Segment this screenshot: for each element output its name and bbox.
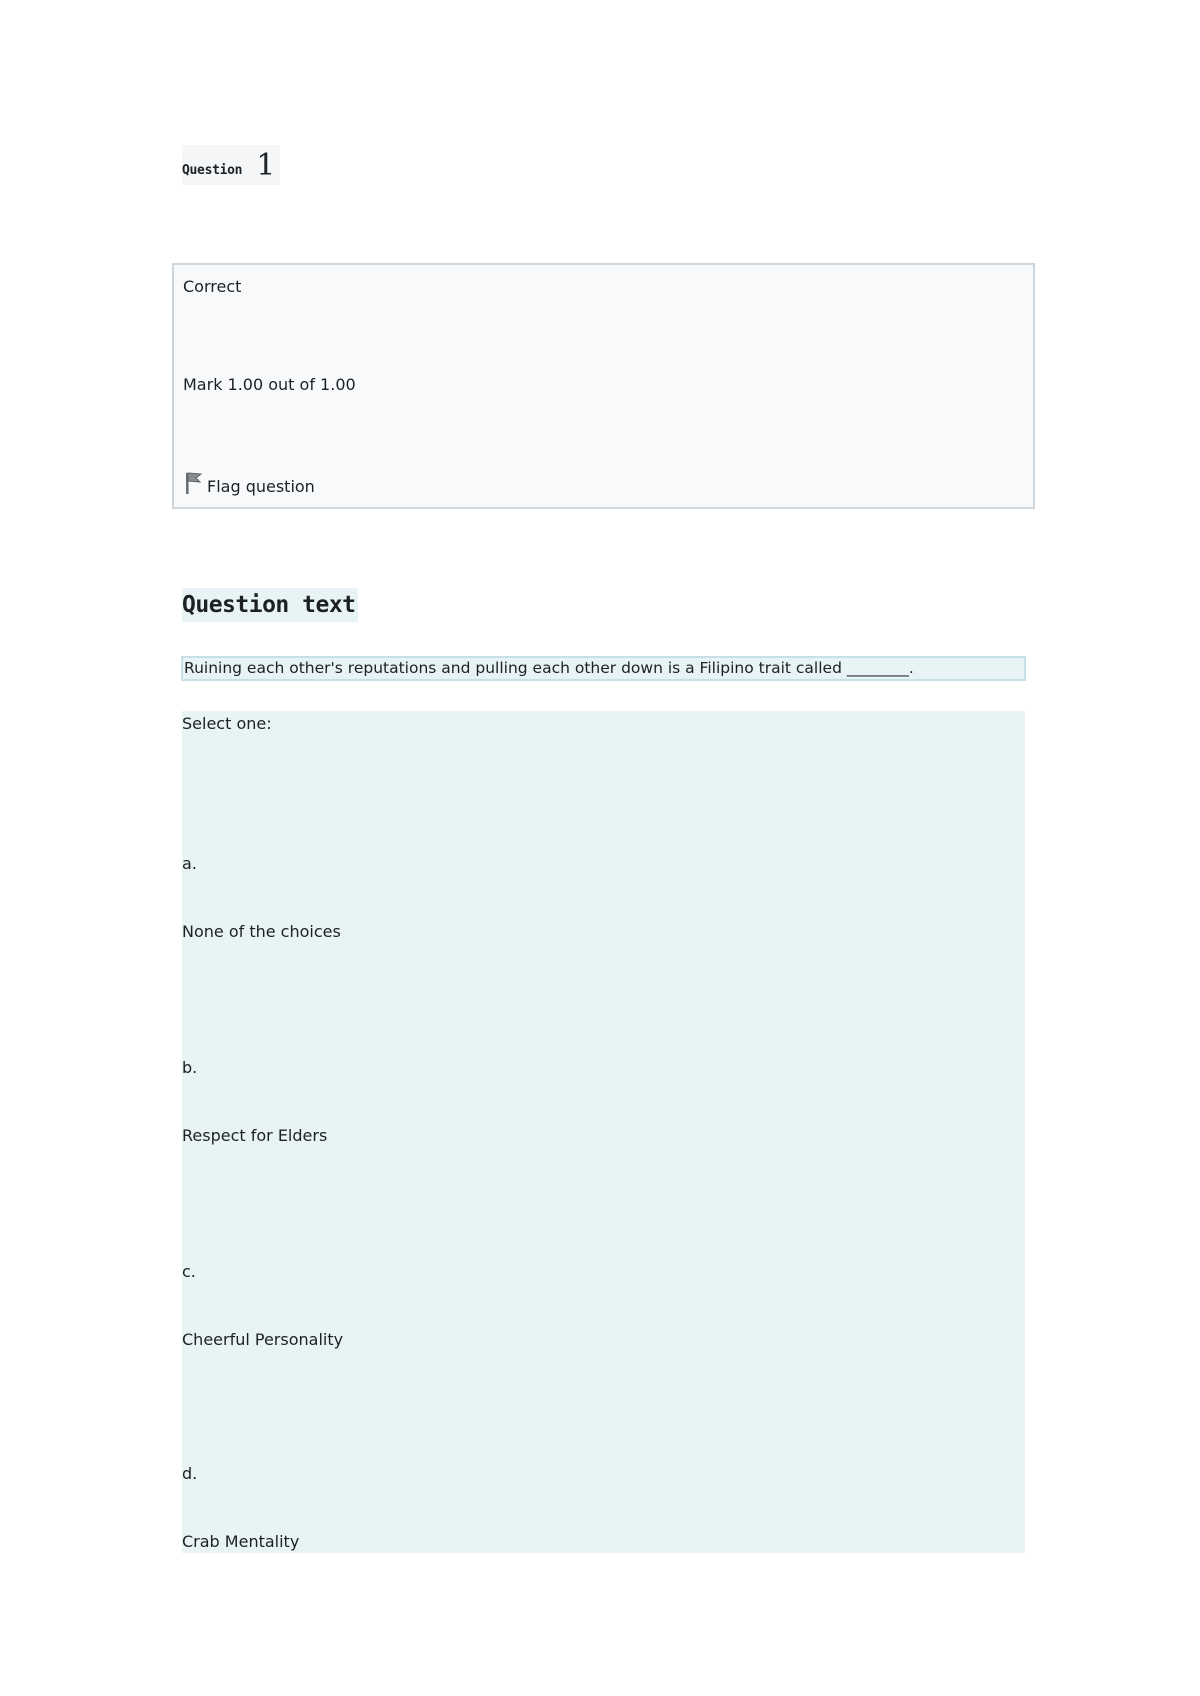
option-a-text[interactable]: None of the choices [182, 922, 341, 941]
option-c-letter[interactable]: c. [182, 1262, 196, 1281]
flag-question-link[interactable] [183, 471, 315, 495]
select-one-prompt: Select one: [182, 714, 272, 733]
flag-icon [183, 471, 203, 495]
question-state: Correct [183, 277, 242, 296]
question-heading [182, 145, 280, 185]
answer-area [182, 711, 1025, 1553]
question-text: Ruining each other's reputations and pulling each other down is a Filipino trait called ________. [181, 656, 1026, 681]
question-text-heading: Question text [182, 588, 358, 622]
flag-question-label: Flag question [207, 477, 315, 496]
question-label: Question [182, 163, 243, 178]
option-b-text[interactable]: Respect for Elders [182, 1126, 328, 1145]
option-d-text[interactable]: Crab Mentality [182, 1532, 300, 1551]
option-a-letter[interactable]: a. [182, 854, 197, 873]
question-info-box [172, 263, 1035, 509]
option-d-letter[interactable]: d. [182, 1464, 198, 1483]
question-number: 1 [256, 148, 276, 183]
option-c-text[interactable]: Cheerful Personality [182, 1330, 344, 1349]
option-b-letter[interactable]: b. [182, 1058, 198, 1077]
question-grade: Mark 1.00 out of 1.00 [183, 375, 356, 394]
